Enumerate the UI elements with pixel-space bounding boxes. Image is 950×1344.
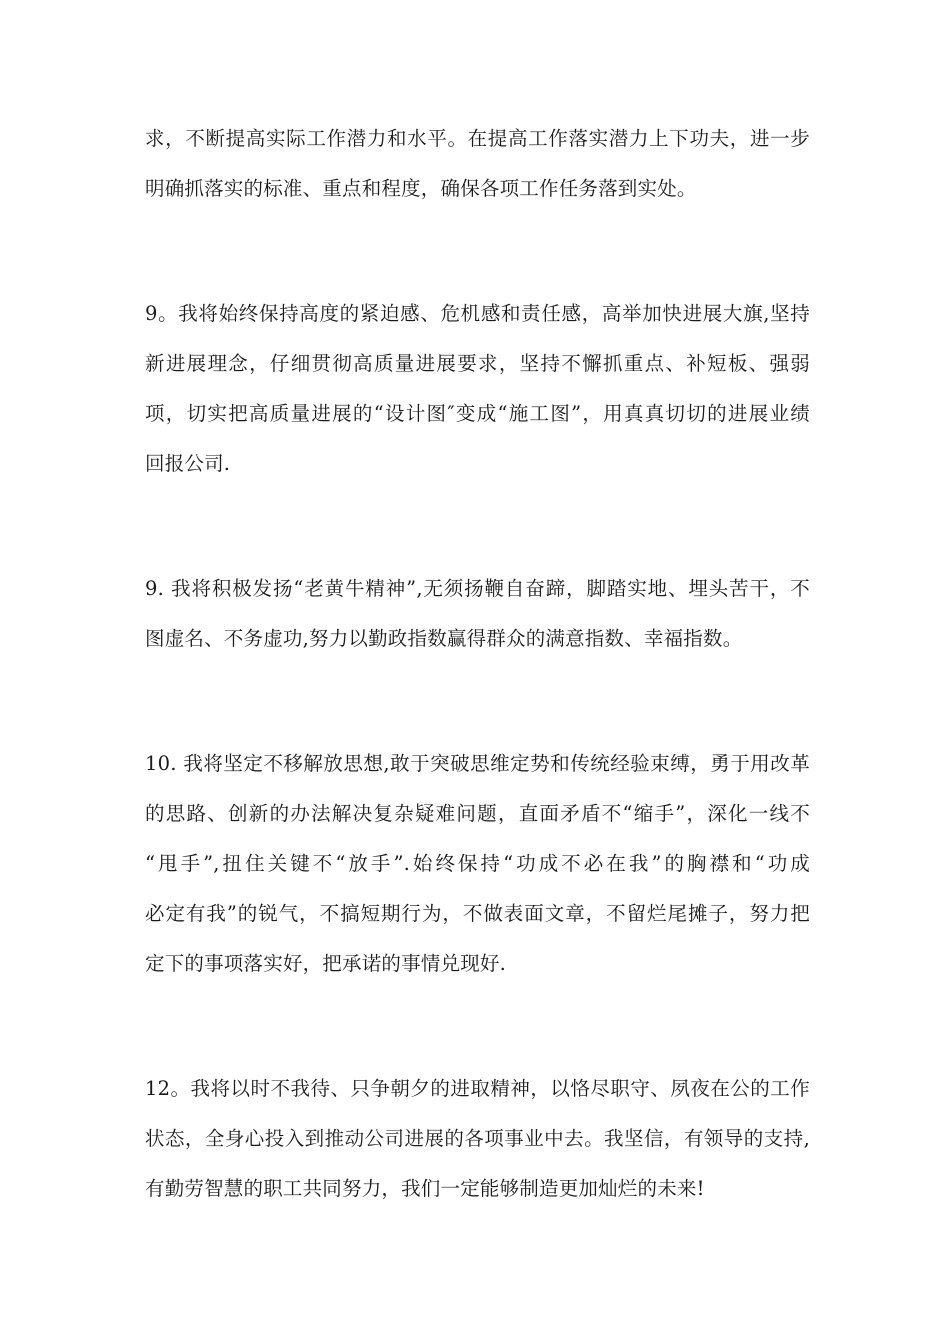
paragraph-4-line-3: “甩手”,扭住关键不“放手”.始终保持“功成不必在我”的胸襟和“功成 [145,852,810,875]
paragraph-4-line-1: 10. 我将坚定不移解放思想,敢于突破思维定势和传统经验束缚，勇于用改革 [145,752,810,775]
paragraph-5-line-3: 有勤劳智慧的职工共同努力，我们一定能够制造更加灿烂的未来! [145,1177,705,1200]
paragraph-2-line-4: 回报公司. [145,452,231,475]
paragraph-1-line-2: 明确抓落实的标准、重点和程度，确保各项工作任务落到实处。 [145,177,697,200]
paragraph-1-line-1: 求，不断提高实际工作潜力和水平。在提高工作落实潜力上下功夫，进一步 [145,127,810,150]
paragraph-4-line-4: 必定有我”的锐气，不搞短期行为，不做表面文章，不留烂尾摊子，努力把 [145,902,810,925]
paragraph-4-line-2: 的思路、创新的办法解决复杂疑难问题，直面矛盾不“缩手”，深化一线不 [145,802,810,825]
paragraph-3-line-2: 图虚名、不务虚功,努力以勤政指数赢得群众的满意指数、幸福指数。 [145,627,743,650]
paragraph-3-line-1: 9. 我将积极发扬“老黄牛精神”,无须扬鞭自奋蹄，脚踏实地、埋头苦干，不 [145,577,810,600]
paragraph-2-line-3: 项，切实把高质量进展的“设计图″变成“施工图”，用真真切切的进展业绩 [145,402,810,425]
paragraph-5-line-2: 状态，全身心投入到推动公司进展的各项事业中去。我坚信，有领导的支持, [145,1127,810,1150]
paragraph-4-line-5: 定下的事项落实好，把承诺的事情兑现好. [145,952,506,975]
paragraph-2-line-1: 9。我将始终保持高度的紧迫感、危机感和责任感，高举加快进展大旗,坚持 [145,302,810,325]
paragraph-2-line-2: 新进展理念，仔细贯彻高质量进展要求，坚持不懈抓重点、补短板、强弱 [145,352,810,375]
paragraph-5-line-1: 12。我将以时不我待、只争朝夕的进取精神，以恪尽职守、夙夜在公的工作 [145,1077,810,1100]
